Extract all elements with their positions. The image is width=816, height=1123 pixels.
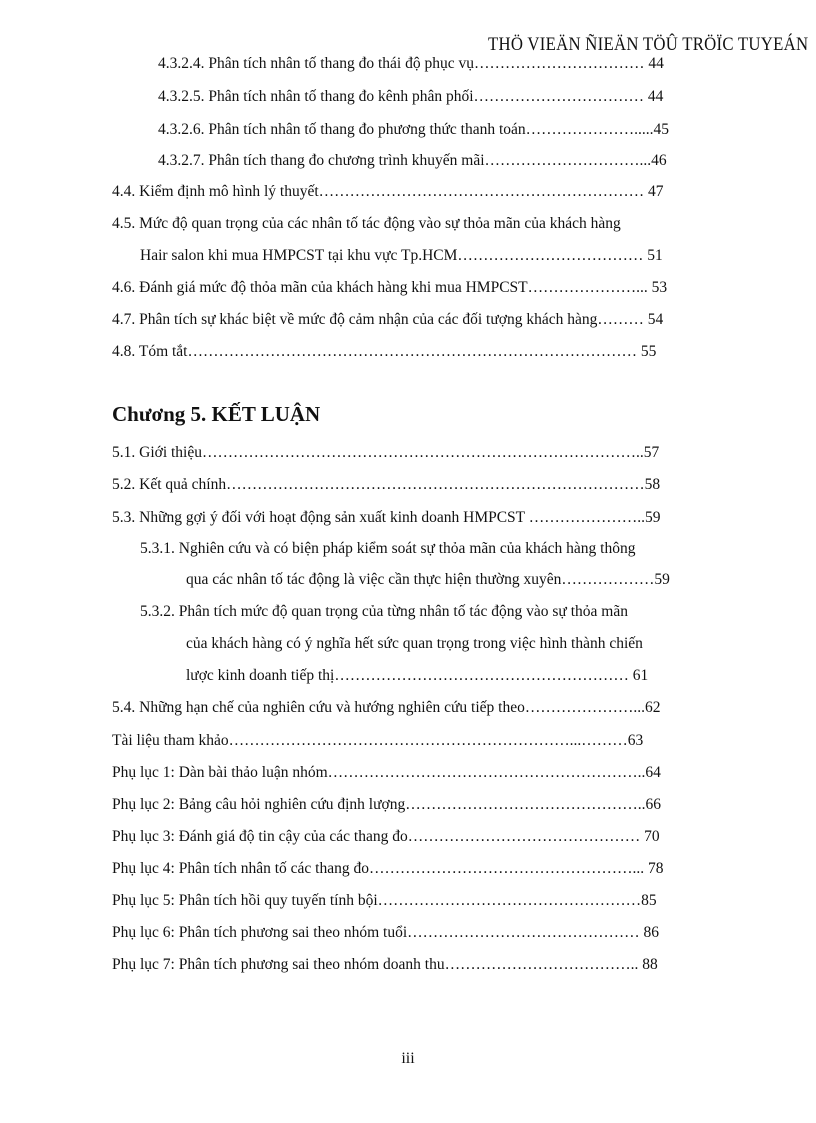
toc-entry[interactable] <box>0 664 816 688</box>
toc-entry-text: 4.7. Phân tích sự khác biệt về mức độ cảm nhận của các đối tượng khách hàng……… 54 <box>112 311 664 328</box>
toc-entry[interactable] <box>0 632 816 656</box>
toc-entry-text: 4.3.2.7. Phân tích thang đo chương trình khuyến mãi…………………………...46 <box>158 152 667 169</box>
toc-entry-text: 5.1. Giới thiệu…………………………………………………………………………..57 <box>112 444 660 461</box>
toc-entry-text: 5.3. Những gợi ý đối với hoạt động sản xuất kinh doanh HMPCST …………………..59 <box>112 509 661 526</box>
toc-entry[interactable] <box>0 149 816 173</box>
toc-entry-text: qua các nhân tố tác động là việc cần thực hiện thường xuyên………………59 <box>186 571 670 588</box>
toc-entry[interactable] <box>0 600 816 624</box>
page-header: THÖ VIEÄN ÑIEÄN TÖÛ TRÖÏC TUYEÁN <box>487 34 808 55</box>
toc-entry-text: 4.3.2.5. Phân tích nhân tố thang đo kênh phân phối…………………………… 44 <box>158 88 664 105</box>
page-number: iii <box>401 1050 415 1067</box>
toc-entry[interactable] <box>0 537 816 561</box>
toc-entry-text: Phụ lục 6: Phân tích phương sai theo nhóm tuổi……………………………………… 86 <box>112 924 660 941</box>
toc-entry-text: 4.3.2.4. Phân tích nhân tố thang đo thái độ phục vụ…………………………… 44 <box>158 55 664 72</box>
toc-entry[interactable] <box>0 473 816 497</box>
toc-entry[interactable] <box>0 308 816 332</box>
toc-entry[interactable] <box>0 889 816 913</box>
toc-entry-text: Phụ lục 3: Đánh giá độ tin cậy của các thang đo……………………………………… 70 <box>112 828 660 845</box>
toc-entry-text: 4.3.2.6. Phân tích nhân tố thang đo phương thức thanh toán………………….....45 <box>158 121 670 138</box>
toc-entry[interactable] <box>0 825 816 849</box>
toc-entry[interactable] <box>0 340 816 364</box>
toc-entry-text: 4.8. Tóm tắt…………………………………………………………………………… 55 <box>112 343 657 360</box>
toc-entry[interactable] <box>0 180 816 204</box>
toc-entry-text: của khách hàng có ý nghĩa hết sức quan trọng trong việc hình thành chiến <box>186 635 643 652</box>
toc-entry-text: 4.5. Mức độ quan trọng của các nhân tố tác động vào sự thỏa mãn của khách hàng <box>112 215 621 232</box>
toc-entry-text: Tài liệu tham khảo…………………………………………………………...………63 <box>112 732 644 749</box>
toc-entry-text: 4.6. Đánh giá mức độ thỏa mãn của khách hàng khi mua HMPCST…………………... 53 <box>112 279 668 296</box>
toc-entry[interactable] <box>0 761 816 785</box>
toc-entry-text: 5.3.2. Phân tích mức độ quan trọng của từng nhân tố tác động vào sự thỏa mãn <box>140 603 628 620</box>
toc-entry[interactable] <box>0 729 816 753</box>
toc-entry-text: 5.2. Kết quả chính………………………………………………………………………58 <box>112 476 661 493</box>
toc-entry-text: lược kinh doanh tiếp thị………………………………………………… 61 <box>186 667 649 684</box>
toc-entry-text: Phụ lục 1: Dàn bài thảo luận nhóm……………………………………………………..64 <box>112 764 661 781</box>
toc-entry-text: Phụ lục 7: Phân tích phương sai theo nhóm doanh thu……………………………….. 88 <box>112 956 658 973</box>
toc-entry[interactable] <box>0 52 816 76</box>
toc-entry[interactable] <box>0 441 816 465</box>
chapter-heading: Chương 5. KẾT LUẬN <box>112 402 321 426</box>
toc-entry[interactable] <box>0 793 816 817</box>
toc-entry-text: Phụ lục 4: Phân tích nhân tố các thang đo……………………………………………... 78 <box>112 860 664 877</box>
toc-entry[interactable] <box>0 85 816 109</box>
toc-entry-text: 5.3.1. Nghiên cứu và có biện pháp kiểm soát sự thỏa mãn của khách hàng thông <box>140 540 636 557</box>
toc-entry-text: Phụ lục 2: Bảng câu hỏi nghiên cứu định lượng………………………………………..66 <box>112 796 661 813</box>
toc-entry-text: 4.4. Kiểm định mô hình lý thuyết……………………………………………………… 47 <box>112 183 664 200</box>
toc-entry-text: Hair salon khi mua HMPCST tại khu vực Tp.HCM……………………………… 51 <box>140 247 663 264</box>
toc-entry[interactable] <box>0 696 816 720</box>
toc-entry[interactable] <box>0 212 816 236</box>
toc-entry[interactable] <box>0 953 816 977</box>
toc-entry[interactable] <box>0 921 816 945</box>
toc-entry-text: 5.4. Những hạn chế của nghiên cứu và hướng nghiên cứu tiếp theo…………………...62 <box>112 699 661 716</box>
toc-entry-text: Phụ lục 5: Phân tích hồi quy tuyến tính bội……………………………………………85 <box>112 892 657 909</box>
toc-entry[interactable] <box>0 857 816 881</box>
toc-entry[interactable] <box>0 244 816 268</box>
toc-entry[interactable] <box>0 506 816 530</box>
toc-entry[interactable] <box>0 118 816 142</box>
toc-entry[interactable] <box>0 276 816 300</box>
toc-entry[interactable] <box>0 568 816 592</box>
